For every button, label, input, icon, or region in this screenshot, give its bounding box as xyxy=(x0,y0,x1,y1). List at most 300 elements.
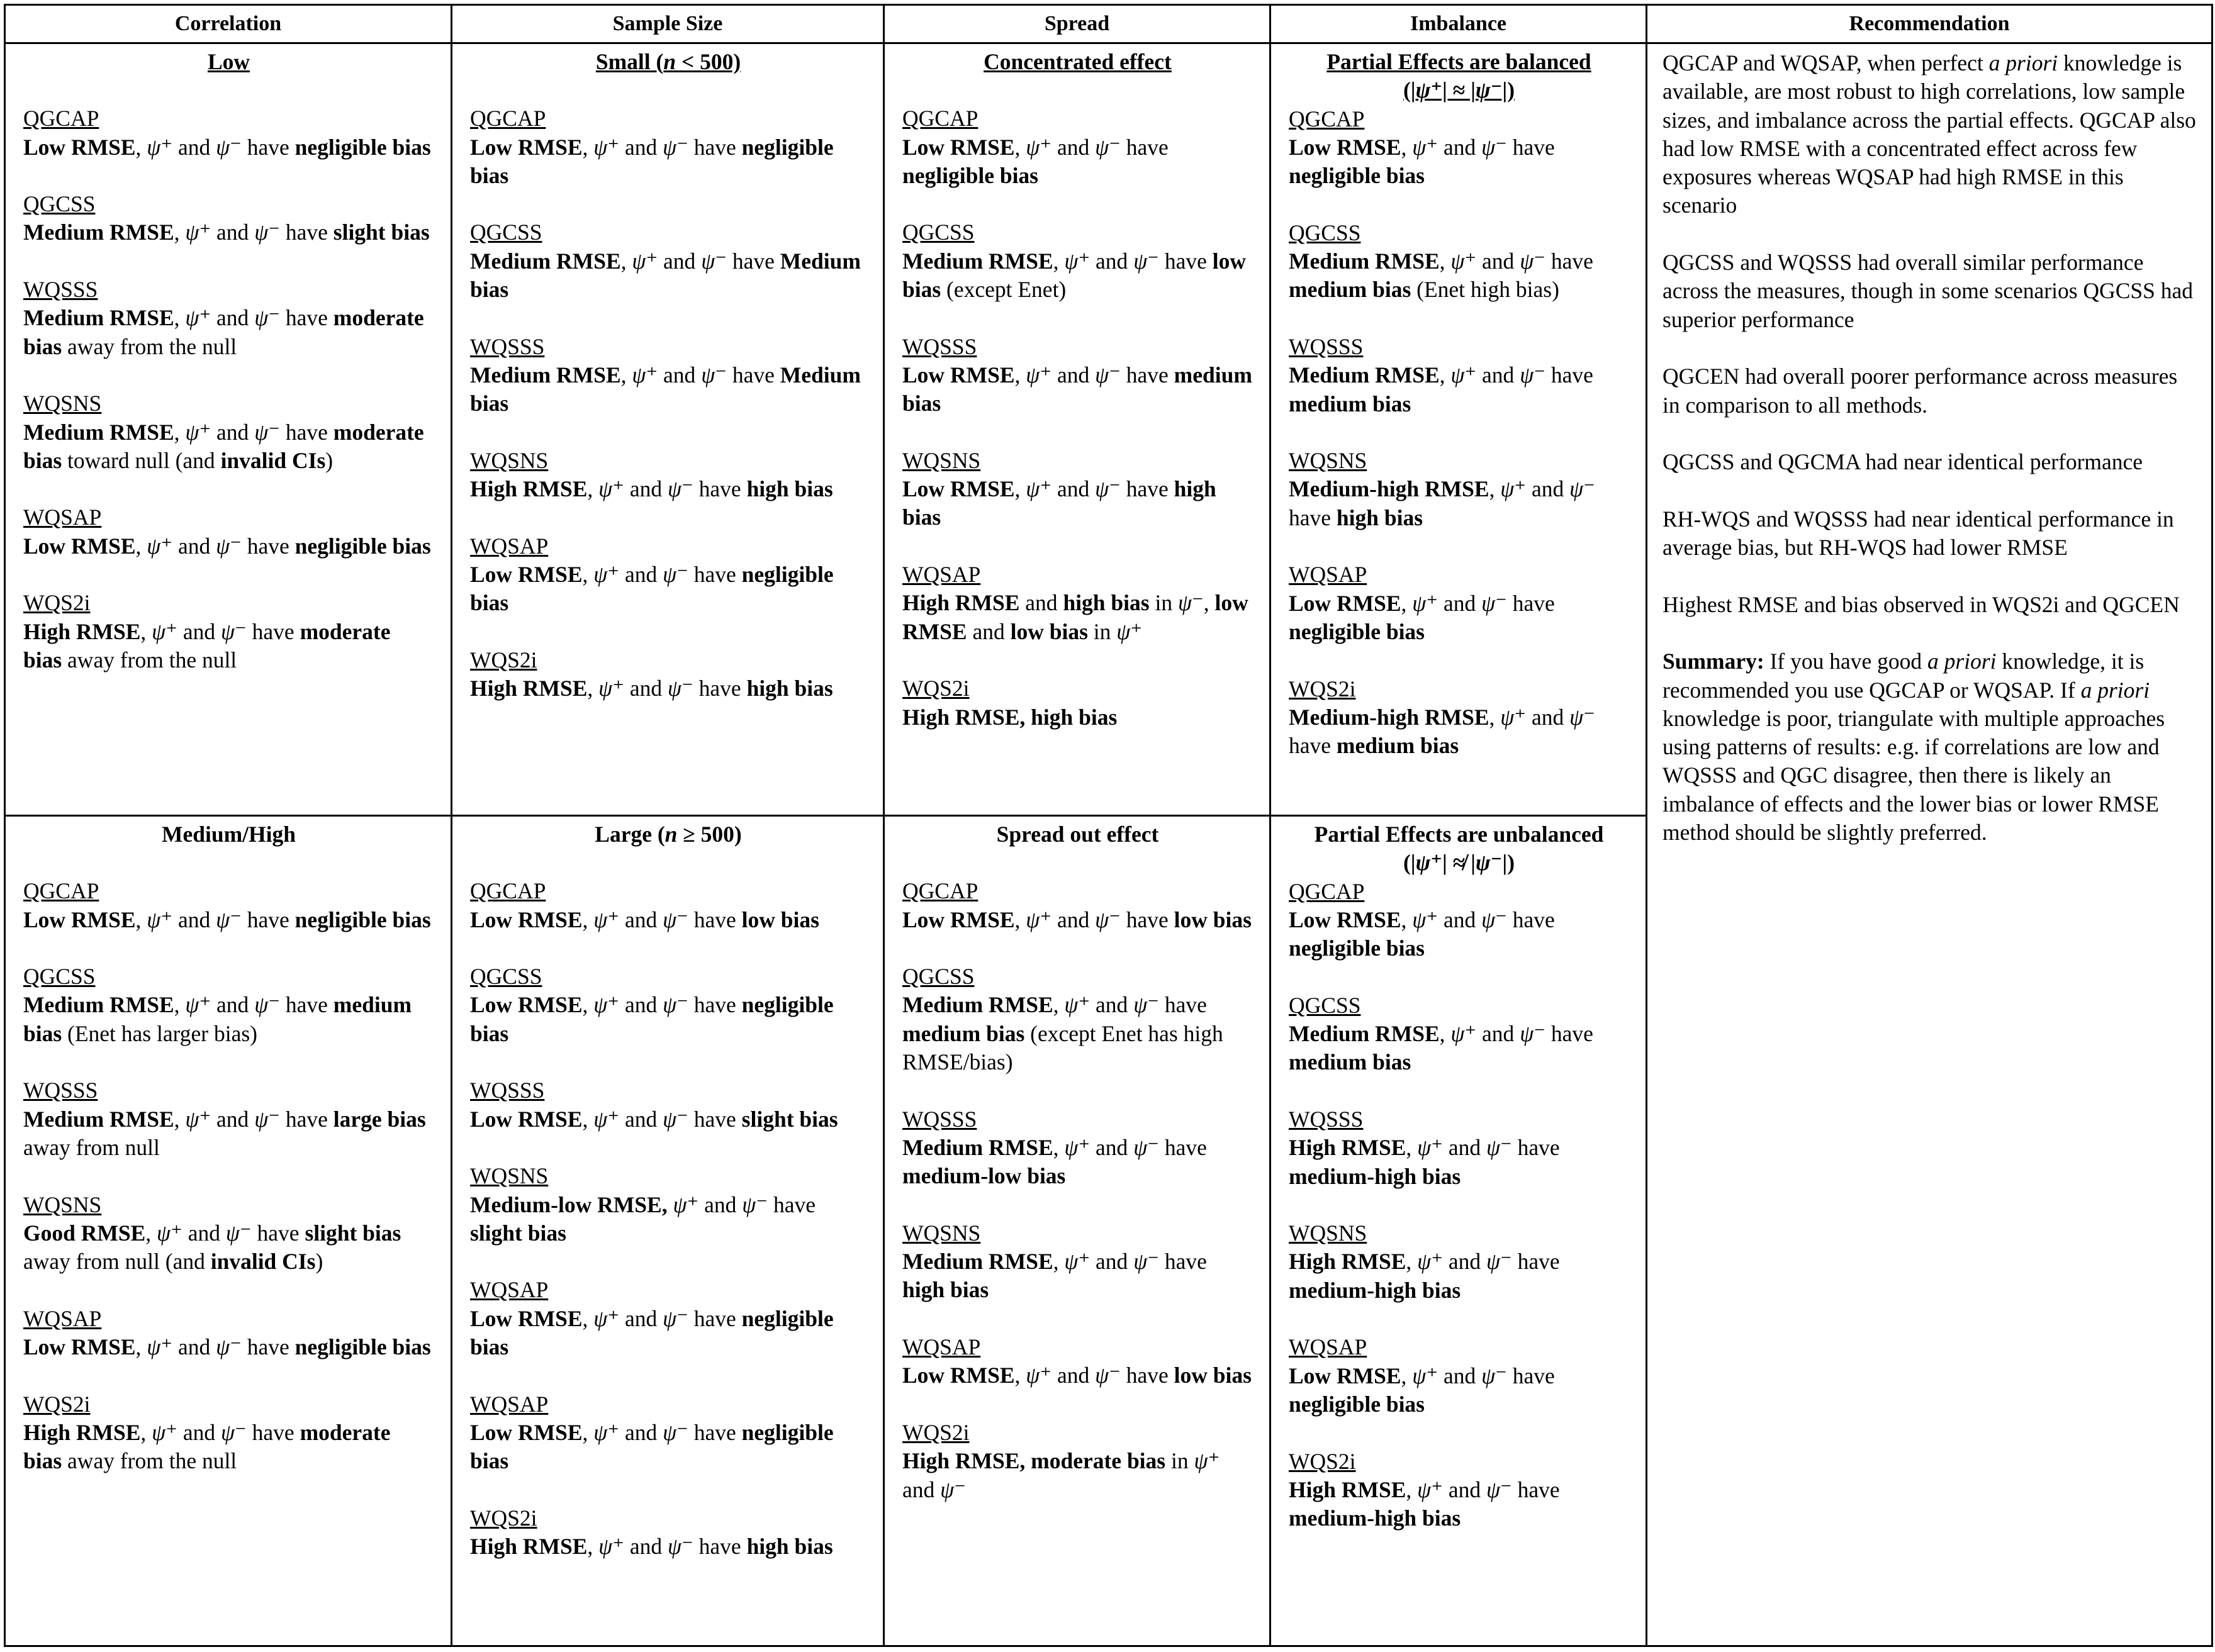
method-list xyxy=(23,104,434,674)
cell-subtitle: (|ψ⁺| ≉ |ψ⁻|) xyxy=(1403,850,1515,876)
text-run: , ψ⁺ and ψ⁻ have xyxy=(582,134,742,160)
text-run: negligible bias xyxy=(1289,163,1425,189)
text-run: away from the null xyxy=(62,1448,237,1474)
text-run: Highest RMSE and bias observed in WQS2i and QGCEN xyxy=(1663,591,2180,617)
method-list xyxy=(470,877,866,1561)
method-entry xyxy=(1289,1448,1629,1533)
text-run: low bias xyxy=(1174,1363,1252,1388)
method-entry xyxy=(470,532,866,618)
text-run: low RMSE xyxy=(902,590,1248,644)
text-run: medium-high bias xyxy=(1289,1505,1461,1531)
text-run: negligible bias xyxy=(294,533,431,559)
text-run: , ψ⁺ and ψ⁻ have xyxy=(582,992,742,1018)
method-entry xyxy=(902,963,1253,1076)
text-run: negligible bias xyxy=(294,1334,431,1360)
method-entry xyxy=(470,1076,866,1134)
method-name: WQSNS xyxy=(470,1163,549,1189)
text-run: Good RMSE xyxy=(23,1220,146,1246)
method-entry xyxy=(902,1333,1253,1390)
text-run: Low RMSE xyxy=(902,134,1015,160)
method-entry xyxy=(23,1390,434,1476)
method-description xyxy=(23,1333,434,1361)
text-run: (Enet has larger bias) xyxy=(62,1020,258,1046)
header-imbalance: Imbalance xyxy=(1270,5,1647,43)
text-run: Medium bias xyxy=(470,248,861,303)
cell-recommendation xyxy=(1647,43,2212,1646)
method-name: QGCSS xyxy=(470,220,542,245)
method-entry xyxy=(902,104,1253,190)
text-run: negligible bias xyxy=(470,992,834,1046)
method-entry xyxy=(470,1162,866,1247)
text-run: , ψ⁺ and ψ⁻ have xyxy=(582,562,742,588)
method-name: QGCAP xyxy=(1289,878,1365,904)
text-run: away from null xyxy=(23,1134,160,1160)
text-run: high bias xyxy=(746,1534,833,1560)
method-list xyxy=(1289,105,1629,761)
text-run: Medium RMSE xyxy=(902,992,1053,1018)
method-description xyxy=(23,418,434,476)
method-name: WQSAP xyxy=(470,1391,549,1417)
cell-spread-spread-out xyxy=(884,816,1270,1646)
header-row xyxy=(5,5,2212,43)
method-entry xyxy=(470,1276,866,1361)
text-run: medium-low bias xyxy=(902,1163,1066,1189)
method-description xyxy=(902,1134,1253,1191)
text-run: knowledge is available, are most robust to high correlations, low sample sizes, and imbalance across the partial effects. QGCAP also had low RMSE with a concentrated effect across few exposures whereas WQSAP had high RMSE in this scenario xyxy=(1663,50,2196,218)
method-name: WQS2i xyxy=(902,676,970,701)
text-run: , ψ⁺ and ψ⁻ have xyxy=(1014,1363,1174,1388)
method-entry xyxy=(1289,1333,1629,1419)
text-run: toward null (and xyxy=(62,447,221,473)
method-description xyxy=(470,475,866,503)
method-name: QGCSS xyxy=(902,964,975,990)
text-run: moderate bias xyxy=(23,618,391,673)
text-run: slight bias xyxy=(333,220,430,245)
method-name: WQSSS xyxy=(1289,1106,1364,1132)
text-run: Medium-high RMSE xyxy=(1289,476,1489,502)
table-row xyxy=(5,43,2212,816)
method-entry xyxy=(902,1105,1253,1191)
header-spread: Spread xyxy=(884,5,1270,43)
method-name: WQSSS xyxy=(470,333,545,359)
method-description xyxy=(23,1419,434,1476)
method-name: WQSAP xyxy=(470,533,549,559)
text-run: and xyxy=(1019,590,1063,616)
method-entry xyxy=(1289,991,1629,1077)
results-table xyxy=(4,4,2213,1647)
text-run: , ψ⁺ and ψ⁻ have xyxy=(174,419,334,445)
text-run: Medium RMSE xyxy=(23,419,174,445)
method-list xyxy=(470,104,866,703)
method-description xyxy=(1289,1247,1629,1305)
method-entry xyxy=(23,190,434,247)
method-entry xyxy=(23,1305,434,1362)
text-run: , ψ⁺ and ψ⁻ have xyxy=(1053,1134,1207,1160)
text-run: in ψ⁺ xyxy=(1087,618,1143,644)
text-run: , ψ⁺ and ψ⁻ have xyxy=(587,676,747,701)
cell-subtitle: (|ψ⁺| ≈ |ψ⁻|) xyxy=(1403,77,1515,103)
text-run: , ψ⁺ and ψ⁻ have xyxy=(587,476,747,502)
text-run: Medium RMSE xyxy=(23,305,174,331)
method-description xyxy=(23,532,434,561)
text-run: Low RMSE xyxy=(470,1419,583,1445)
method-entry xyxy=(470,218,866,304)
text-run: Low RMSE xyxy=(1289,590,1401,616)
method-description xyxy=(902,1247,1253,1305)
method-name: WQSAP xyxy=(1289,1334,1367,1360)
text-run: invalid CIs xyxy=(220,447,326,473)
text-run: ) xyxy=(315,1249,323,1275)
text-run: Medium RMSE xyxy=(902,248,1053,274)
method-name: WQS2i xyxy=(23,590,91,616)
text-run: , ψ⁺ and ψ⁻ have xyxy=(135,533,295,559)
text-run: away from null (and xyxy=(23,1249,211,1275)
method-name: QGCAP xyxy=(1289,106,1365,131)
text-run: high bias xyxy=(902,1277,989,1303)
text-run: low bias xyxy=(1174,907,1252,932)
text-run: , ψ⁺ and ψ⁻ have xyxy=(1401,134,1555,160)
text-run: Low RMSE xyxy=(470,1305,583,1331)
text-run: High RMSE xyxy=(1289,1135,1406,1161)
text-run: Low RMSE xyxy=(1289,134,1401,160)
text-run: Low RMSE xyxy=(1289,907,1401,932)
text-run: in ψ⁺ and ψ⁻ xyxy=(902,1448,1220,1502)
method-name: WQSNS xyxy=(902,447,981,473)
method-name: WQSAP xyxy=(902,562,981,588)
method-entry xyxy=(470,104,866,190)
text-run: knowledge, it is recommended you use QGCAP or WQSAP. If xyxy=(1663,649,2145,703)
method-entry xyxy=(1289,333,1629,418)
method-description xyxy=(902,703,1253,732)
method-entry xyxy=(23,963,434,1048)
recommendation-paragraph xyxy=(1663,505,2197,562)
method-description xyxy=(902,475,1253,532)
method-entry xyxy=(1289,561,1629,646)
text-run: , ψ⁺ and ψ⁻ have xyxy=(135,907,295,932)
text-run: low bias xyxy=(741,907,819,932)
method-description xyxy=(23,1219,434,1276)
text-run: , ψ⁺ and ψ⁻ have xyxy=(620,362,780,388)
text-run: QGCSS and QGCMA had near identical performance xyxy=(1663,449,2143,475)
method-name: QGCAP xyxy=(23,878,99,904)
text-run: medium bias xyxy=(1289,277,1411,303)
text-run: High RMSE xyxy=(902,590,1020,616)
text-run: Medium RMSE xyxy=(902,1134,1053,1160)
text-run: QGCAP and WQSAP, when perfect xyxy=(1663,50,1989,75)
text-run: low bias xyxy=(1010,618,1088,644)
text-run: Medium RMSE xyxy=(470,248,621,274)
text-run: High RMSE xyxy=(470,676,588,701)
text-run: High RMSE xyxy=(23,618,141,644)
text-run: , ψ⁺ and ψ⁻ have xyxy=(1401,590,1555,616)
text-run: negligible bias xyxy=(470,134,834,188)
text-run: Low RMSE xyxy=(470,562,583,588)
text-run: Low RMSE xyxy=(902,1363,1015,1388)
text-run: Medium RMSE xyxy=(23,1106,174,1132)
text-run: negligible bias xyxy=(1289,1391,1425,1417)
text-run: Low RMSE xyxy=(902,362,1015,388)
text-run: , ψ⁺ and ψ⁻ have xyxy=(1406,1249,1560,1275)
text-run: , ψ⁺ and ψ⁻ have xyxy=(1406,1135,1560,1161)
text-run: in ψ⁻, xyxy=(1149,590,1215,616)
cell-sample-size-large xyxy=(452,816,884,1646)
text-run: , ψ⁺ and ψ⁻ have xyxy=(1289,704,1595,759)
method-name: WQSAP xyxy=(1289,562,1367,588)
text-run: medium bias xyxy=(902,362,1252,416)
recommendation-paragraph xyxy=(1663,49,2197,220)
method-name: WQSAP xyxy=(470,1277,549,1303)
method-description xyxy=(23,133,434,162)
recommendation-paragraph xyxy=(1663,248,2197,334)
text-run: high bias xyxy=(746,676,833,701)
method-entry xyxy=(1289,219,1629,304)
text-run: Low RMSE xyxy=(902,907,1015,932)
text-run: QGCSS and WQSSS had overall similar performance across the measures, though in some scenarios QGCSS had superior performance xyxy=(1663,250,2193,332)
text-run: negligible bias xyxy=(470,562,834,616)
text-run: , ψ⁺ and ψ⁻ have xyxy=(1053,992,1207,1018)
method-entry xyxy=(902,877,1253,934)
text-run: a priori xyxy=(2080,677,2150,703)
method-entry xyxy=(23,1076,434,1162)
text-run: Medium RMSE xyxy=(1289,1021,1440,1047)
text-run: High RMSE xyxy=(1289,1249,1406,1275)
recommendation-paragraph xyxy=(1663,591,2197,619)
method-description xyxy=(470,133,866,191)
cell-title: Small (n < 500) xyxy=(595,49,741,74)
method-entry xyxy=(902,333,1253,418)
text-run: negligible bias xyxy=(294,907,431,932)
text-run: medium bias xyxy=(1289,1049,1411,1075)
text-run: , ψ⁺ and ψ⁻ have xyxy=(174,992,334,1018)
method-entry xyxy=(902,447,1253,532)
text-run: High RMSE, high bias xyxy=(902,704,1118,730)
text-run: Low RMSE xyxy=(470,907,583,932)
cell-sample-size-small xyxy=(452,43,884,816)
method-description xyxy=(470,361,866,418)
method-description xyxy=(470,1532,866,1561)
text-run: , ψ⁺ and ψ⁻ have xyxy=(1014,134,1169,160)
text-run: negligible bias xyxy=(1289,935,1425,961)
text-run: , ψ⁺ and ψ⁻ have xyxy=(135,134,295,160)
text-run: , ψ⁺ and ψ⁻ have xyxy=(145,1220,305,1246)
text-run: , ψ⁺ and ψ⁻ have xyxy=(174,1106,334,1132)
method-entry xyxy=(902,1419,1253,1504)
method-description xyxy=(470,1305,866,1362)
method-name: WQSAP xyxy=(902,1334,981,1360)
method-description xyxy=(470,1419,866,1476)
text-run: large bias xyxy=(333,1106,426,1132)
text-run: ψ⁺ and ψ⁻ have xyxy=(673,1192,816,1217)
text-run: RH-WQS and WQSSS had near identical performance in average bias, but RH-WQS had lower RMSE xyxy=(1663,506,2174,561)
text-run: Low RMSE xyxy=(1289,1363,1401,1388)
method-description xyxy=(470,561,866,618)
text-run: , ψ⁺ and ψ⁻ have xyxy=(140,1419,300,1445)
text-run: a priori xyxy=(1927,649,1997,674)
method-description xyxy=(902,361,1253,418)
text-run: a priori xyxy=(1988,50,2058,75)
method-description xyxy=(470,674,866,703)
method-entry xyxy=(470,333,866,418)
text-run: Medium RMSE xyxy=(23,992,174,1018)
text-run: (except Enet) xyxy=(941,277,1067,303)
method-name: QGCSS xyxy=(23,191,96,217)
text-run: Low RMSE xyxy=(23,533,136,559)
text-run: , ψ⁺ and ψ⁻ have xyxy=(582,907,742,932)
method-description xyxy=(1289,589,1629,647)
method-entry xyxy=(902,1219,1253,1305)
method-description xyxy=(1289,906,1629,963)
text-run: medium-high bias xyxy=(1289,1277,1461,1303)
text-run: moderate bias xyxy=(23,1419,391,1474)
method-entry xyxy=(23,1191,434,1276)
method-entry xyxy=(470,877,866,934)
method-list xyxy=(902,104,1253,732)
text-run: , ψ⁺ and ψ⁻ have xyxy=(1014,476,1174,502)
method-name: QGCSS xyxy=(1289,220,1361,245)
text-run: low bias xyxy=(902,248,1247,303)
method-name: WQSNS xyxy=(23,1192,102,1217)
method-entry xyxy=(23,276,434,361)
method-entry xyxy=(1289,878,1629,963)
method-description xyxy=(1289,703,1629,761)
text-run: , ψ⁺ and ψ⁻ have xyxy=(174,220,334,245)
method-entry xyxy=(23,877,434,934)
text-run: Low RMSE xyxy=(470,1106,583,1132)
text-run: , ψ⁺ and ψ⁻ have xyxy=(1401,907,1555,932)
cell-correlation-low xyxy=(5,43,452,816)
method-description xyxy=(902,589,1253,646)
text-run: away from the null xyxy=(62,647,237,673)
text-run: knowledge is poor, triangulate with multiple approaches using patterns of results: e.g. if correlations are low and WQSSS and QGC disagree, then there is likely an imbalance of effects and the lower bias or lower RMSE method should be slightly preferred. xyxy=(1663,705,2165,846)
text-run: , ψ⁺ and ψ⁻ have xyxy=(1053,248,1213,274)
header-recommendation: Recommendation xyxy=(1647,5,2212,43)
method-name: WQSAP xyxy=(23,505,102,530)
method-description xyxy=(1289,361,1629,418)
header-sample-size: Sample Size xyxy=(452,5,884,43)
method-entry xyxy=(23,104,434,162)
method-entry xyxy=(470,1390,866,1476)
method-name: WQSNS xyxy=(902,1220,981,1246)
text-run: high bias xyxy=(1336,505,1423,530)
text-run: Medium RMSE xyxy=(1289,362,1440,388)
text-run: , ψ⁺ and ψ⁻ have xyxy=(1406,1476,1560,1502)
method-name: WQSSS xyxy=(902,1106,977,1132)
cell-title: Partial Effects are unbalanced xyxy=(1314,822,1604,847)
method-description xyxy=(23,304,434,361)
method-description xyxy=(23,991,434,1048)
method-description xyxy=(1289,1134,1629,1191)
header-correlation: Correlation xyxy=(5,5,452,43)
text-run: slight bias xyxy=(741,1106,838,1132)
text-run: , ψ⁺ and ψ⁻ have xyxy=(1014,907,1174,932)
text-run: away from the null xyxy=(62,333,237,359)
recommendation-paragraph xyxy=(1663,448,2197,476)
text-run: High RMSE, moderate bias xyxy=(902,1448,1166,1474)
method-description xyxy=(1289,1362,1629,1419)
text-run: negligible bias xyxy=(902,162,1038,188)
method-name: QGCAP xyxy=(23,106,99,131)
method-entry xyxy=(1289,1105,1629,1191)
text-run: , ψ⁺ and ψ⁻ have xyxy=(1439,248,1593,274)
text-run: high bias xyxy=(746,476,833,502)
text-run: Medium-high RMSE xyxy=(1289,704,1489,730)
method-name: WQS2i xyxy=(1289,676,1356,701)
text-run: moderate bias xyxy=(23,419,424,473)
method-entry xyxy=(902,674,1253,732)
method-name: QGCAP xyxy=(470,106,546,131)
text-run: medium-high bias xyxy=(1289,1163,1461,1189)
method-name: WQSSS xyxy=(23,1078,98,1103)
method-description xyxy=(470,1191,866,1248)
text-run: , ψ⁺ and ψ⁻ have xyxy=(135,1334,295,1360)
method-name: WQS2i xyxy=(470,647,537,673)
text-run: Medium-low RMSE, xyxy=(470,1192,668,1217)
method-name: QGCSS xyxy=(902,220,975,245)
method-entry xyxy=(470,1504,866,1561)
method-entry xyxy=(470,447,866,504)
method-name: WQSNS xyxy=(470,447,549,473)
method-description xyxy=(470,991,866,1048)
method-entry xyxy=(470,963,866,1048)
method-entry xyxy=(23,589,434,674)
text-run: , ψ⁺ and ψ⁻ have xyxy=(1014,362,1174,388)
text-run: high bias xyxy=(1063,590,1150,616)
text-run: , ψ⁺ and ψ⁻ have xyxy=(582,1305,742,1331)
method-name: WQSAP xyxy=(23,1305,102,1331)
text-run: , ψ⁺ and ψ⁻ have xyxy=(1439,1021,1593,1047)
method-description xyxy=(1289,133,1629,191)
text-run: , ψ⁺ and ψ⁻ have xyxy=(620,248,780,274)
cell-imbalance-balanced xyxy=(1270,43,1647,816)
method-description xyxy=(902,1361,1253,1390)
method-description xyxy=(902,906,1253,934)
text-run: (Enet high bias) xyxy=(1411,277,1559,303)
method-entry xyxy=(1289,1219,1629,1305)
method-name: WQSNS xyxy=(1289,448,1367,474)
text-run: High RMSE xyxy=(470,1534,588,1560)
method-description xyxy=(1289,475,1629,532)
method-description xyxy=(23,1105,434,1163)
method-entry xyxy=(1289,447,1629,532)
text-run: moderate bias xyxy=(23,305,424,359)
method-list xyxy=(23,877,434,1475)
method-description xyxy=(1289,247,1629,304)
text-run: High RMSE xyxy=(23,1419,141,1445)
text-run: medium bias xyxy=(902,1020,1025,1046)
method-name: WQSSS xyxy=(23,277,98,303)
cell-title: Concentrated effect xyxy=(984,49,1172,74)
text-run: invalid CIs xyxy=(210,1249,316,1275)
text-run: and xyxy=(967,618,1011,644)
method-description xyxy=(1289,1020,1629,1077)
text-run: slight bias xyxy=(305,1220,401,1246)
method-name: WQSNS xyxy=(23,391,102,416)
text-run: (except Enet has high RMSE/bias) xyxy=(902,1020,1223,1075)
text-run: , ψ⁺ and ψ⁻ have xyxy=(174,305,334,331)
text-run: Medium RMSE xyxy=(23,220,174,245)
text-run: negligible bias xyxy=(470,1305,834,1360)
method-entry xyxy=(23,389,434,475)
text-run: medium bias xyxy=(23,992,412,1046)
text-run: negligible bias xyxy=(470,1419,834,1474)
text-run: , ψ⁺ and ψ⁻ have xyxy=(582,1106,742,1132)
text-run: medium bias xyxy=(1336,733,1459,759)
cell-title: Low xyxy=(207,49,250,74)
text-run: , ψ⁺ and ψ⁻ have xyxy=(1439,362,1593,388)
recommendation-paragraph xyxy=(1663,647,2197,847)
text-run: Low RMSE xyxy=(470,992,583,1018)
method-description xyxy=(23,906,434,934)
